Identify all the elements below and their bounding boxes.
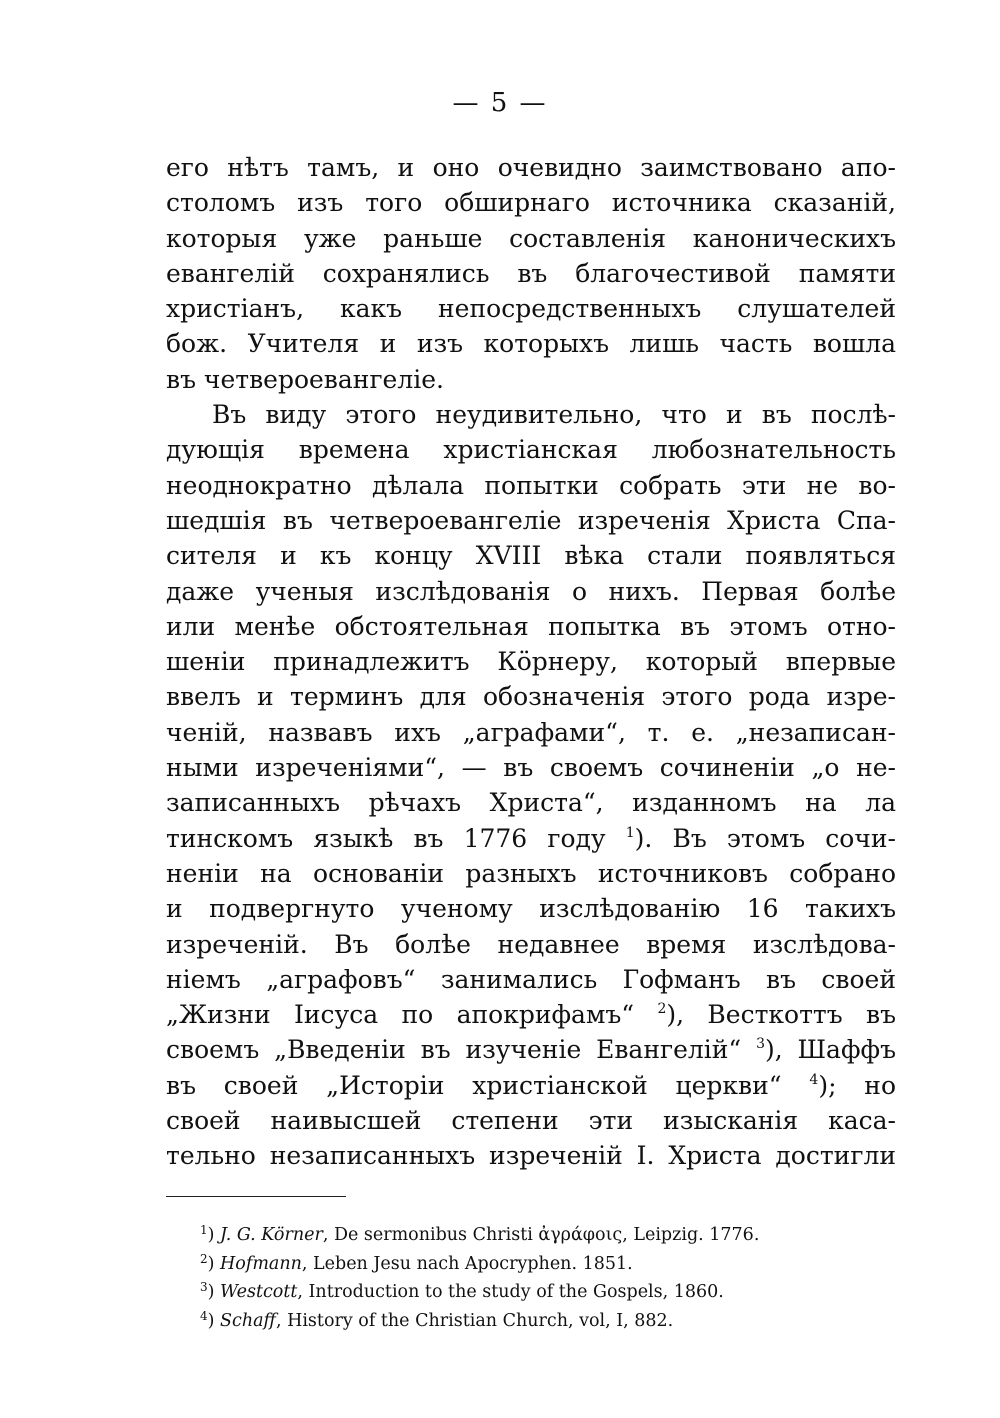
text-line: бож. Учителя и изъ которыхъ лишь часть вошла xyxy=(166,329,896,359)
text-line: христіанъ, какъ непосредственныхъ слушателей xyxy=(166,294,896,324)
text-line: ввелъ и терминъ для обозначенія этого рода изре- xyxy=(166,682,896,712)
text-line: сителя и къ концу XVIII вѣка стали появляться xyxy=(166,541,896,571)
text-segment: ); но xyxy=(818,1070,896,1100)
text-segment: ), Шаффъ xyxy=(764,1035,896,1065)
text-line: записанныхъ рѣчахъ Христа“, изданномъ на ла xyxy=(166,788,896,818)
footnote-divider xyxy=(166,1196,346,1197)
body-text xyxy=(166,150,896,1174)
footnote-text: , De sermonibus Christi ἀγράφοις, Leipzig. 1776. xyxy=(322,1225,760,1245)
text-line: шеніи принадлежитъ Кӧрнеру, который впервые xyxy=(166,647,896,677)
footnote-1 xyxy=(200,1216,860,1245)
text-segment: своемъ „Введеніи въ изученіе Евангелій“ xyxy=(166,1035,742,1065)
text-line: своей наивысшей степени эти изысканія каса- xyxy=(166,1106,896,1136)
page-number: — 5 — xyxy=(452,88,548,118)
text-line: тельно незаписанныхъ изреченій І. Христа достигли xyxy=(166,1141,896,1171)
footnote-paren: ) xyxy=(207,1225,215,1245)
footnote-paren: ) xyxy=(207,1282,215,1302)
text-segment: тинскомъ языкѣ въ 1776 году xyxy=(166,823,606,853)
footnote-text: , History of the Christian Church, vol, I, 882. xyxy=(275,1310,674,1330)
footnote-text: , Introduction to the study of the Gospels, 1860. xyxy=(297,1282,724,1302)
text-line xyxy=(166,821,896,856)
footnote-ref[interactable]: 4 xyxy=(809,1071,819,1088)
text-line: неоднократно дѣлала попытки собрать эти не во- xyxy=(166,470,896,500)
footnote-number: 2 xyxy=(200,1251,208,1266)
text-segment: ), Весткоттъ въ xyxy=(666,1000,896,1030)
text-line: столомъ изъ того обширнаго источника сказаній, xyxy=(166,188,896,218)
text-line: и подвергнуто ученому изслѣдованію 16 такихъ xyxy=(166,894,896,924)
footnote-ref[interactable]: 2 xyxy=(657,1001,667,1018)
text-line: или менѣе обстоятельная попытка въ этомъ отно- xyxy=(166,611,896,641)
text-line: изреченій. Въ болѣе недавнее время изслѣдова- xyxy=(166,929,896,959)
text-line: дующія времена христіанская любознательность xyxy=(166,435,896,465)
paragraph-2 xyxy=(166,397,896,1174)
text-line: ніемъ „аграфовъ“ занимались Гофманъ въ своей xyxy=(166,964,896,994)
footnote-text: , Leben Jesu nach Apocryphen. 1851. xyxy=(301,1253,633,1273)
text-segment: „Жизни Іисуса по апокрифамъ“ xyxy=(166,1000,635,1030)
text-line: евангелій сохранялись въ благочестивой памяти xyxy=(166,258,896,288)
footnote-ref[interactable]: 1 xyxy=(625,824,635,841)
text-line xyxy=(166,1068,896,1103)
text-segment: ). Въ этомъ сочи- xyxy=(634,823,896,853)
text-line xyxy=(166,997,896,1032)
footnote-author: Westcott xyxy=(220,1282,298,1302)
footnote-paren: ) xyxy=(207,1310,215,1330)
text-segment: въ своей „Исторіи христіанской церкви“ xyxy=(166,1070,782,1100)
footnote-3 xyxy=(200,1273,860,1302)
text-line: шедшія въ четвероевангеліе изреченія Христа Спа- xyxy=(166,505,896,535)
text-line: ными изреченіями“, — въ своемъ сочиненіи „о не- xyxy=(166,753,896,783)
text-line: даже ученыя изслѣдованія о нихъ. Первая болѣе xyxy=(166,576,896,606)
text-line: въ четвероевангеліе. xyxy=(166,364,444,394)
footnote-number: 1 xyxy=(200,1223,208,1237)
footnote-paren: ) xyxy=(207,1253,215,1273)
text-line: его нѣтъ тамъ, и оно очевидно заимствовано апо- xyxy=(166,153,896,182)
text-line: неніи на основаніи разныхъ источниковъ собрано xyxy=(166,858,896,888)
footnote-number: 4 xyxy=(200,1308,208,1323)
footnote-number: 3 xyxy=(200,1280,208,1294)
text-line: которыя уже раньше составленія каноническихъ xyxy=(166,223,896,253)
text-line: Въ виду этого неудивительно, что и въ послѣ- xyxy=(212,400,896,430)
paragraph-1 xyxy=(166,150,896,397)
footnote-2 xyxy=(200,1245,860,1274)
footnote-author: Schaff xyxy=(220,1310,276,1330)
footnote-author: Hofmann xyxy=(220,1253,302,1273)
footnotes xyxy=(200,1216,860,1330)
footnote-author: J. G. Körner xyxy=(220,1225,323,1245)
footnote-ref[interactable]: 3 xyxy=(756,1036,765,1053)
text-line xyxy=(166,1032,896,1067)
text-line: ченій, назвавъ ихъ „аграфами“, т. е. „незаписан- xyxy=(166,717,896,747)
footnote-4 xyxy=(200,1302,860,1331)
